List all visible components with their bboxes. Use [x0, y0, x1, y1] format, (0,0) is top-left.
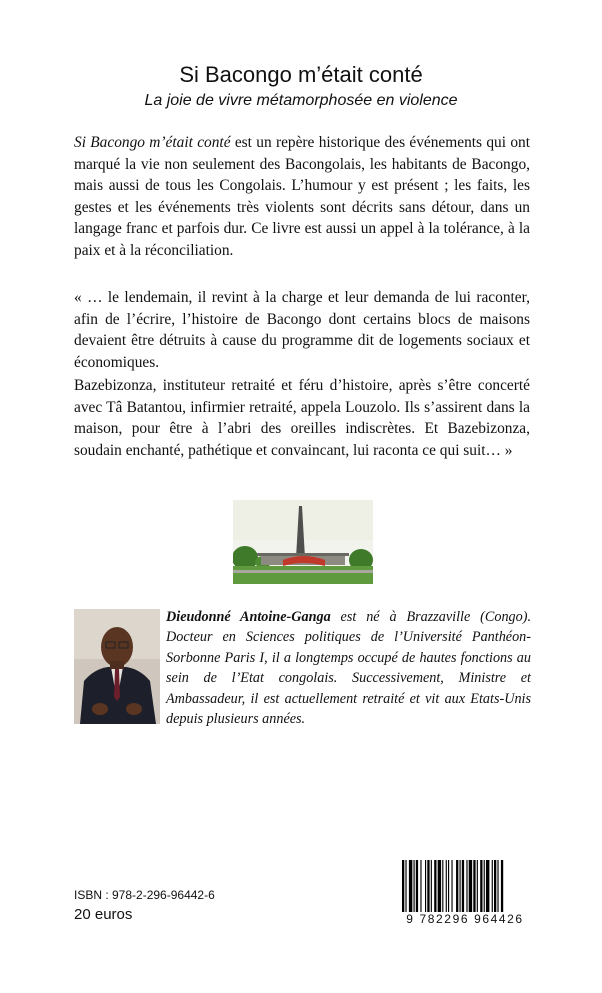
barcode-bar — [494, 860, 496, 912]
blurb-paragraph-1 — [74, 132, 530, 261]
barcode-bar — [497, 860, 498, 912]
barcode-bar — [492, 860, 493, 912]
barcode-bar — [446, 860, 447, 912]
barcode-bar — [480, 860, 482, 912]
blurb-paragraph-1-text: est un repère historique des événements qui ont marqué la vie non seulement des Bacongolais, les habitants de Bacongo, mais aussi de tous les Congolais. L’humour y est présent ; les faits, les gestes et les événements très violents sont décrits sans détour, dans un langage franc et parfois dur. Ce livre est aussi un appel à la tolérance, à la paix et à la réconciliation. — [74, 134, 530, 259]
barcode-bar — [451, 860, 452, 912]
blurb-lead-title: Si Bacongo m’était conté — [74, 134, 231, 151]
barcode-bar — [456, 860, 458, 912]
barcode-bar — [402, 860, 404, 920]
barcode-digits: 9 782296 964426 — [398, 912, 532, 926]
author-bio-text: est né à Brazzaville (Congo). Docteur en Sciences politiques de l’Université Panthéon-Sorbonne Paris I, il a longtemps occupé de hautes fonctions au sein de l’Etat congolais. Successivement, Ministre et Ambassadeur, il est actuellement retraité et vit aux Etats-Unis depuis plusieurs années. — [166, 609, 532, 728]
barcode-bar — [501, 860, 503, 920]
barcode-bar — [431, 860, 432, 912]
author-name: Dieudonné Antoine-Ganga — [166, 609, 331, 625]
barcode-bar — [420, 860, 421, 912]
book-title: Si Bacongo m’était conté — [179, 62, 423, 87]
barcode-bar — [486, 860, 489, 912]
barcode-bar — [484, 860, 485, 912]
barcode-bar — [416, 860, 418, 912]
barcode-bar — [469, 860, 472, 912]
monument-photo — [233, 500, 373, 584]
blurb-paragraph-3: Bazebizonza, instituteur retraité et féru d’histoire, après s’être concerté avec Tâ Batantou, infirmier retraité, appela Louzolo. Ils s’assirent dans la maison, pour être à l’abri des oreilles indiscrètes. Et Bazebizonza, soudain enchanté, pathétique et convaincant, lui raconta ce qui suit… » — [74, 377, 530, 459]
price: 20 euros — [74, 906, 133, 923]
barcode-bar — [477, 860, 478, 912]
barcode-bar — [460, 860, 461, 912]
barcode-bar — [442, 860, 443, 912]
barcode-bar — [448, 860, 449, 912]
barcode-bar — [466, 860, 467, 912]
barcode-bar — [438, 860, 441, 912]
author-bio — [166, 607, 531, 729]
book-subtitle: La joie de vivre métamorphosée en violence — [144, 92, 458, 109]
blurb-paragraph-2: « … le lendemain, il revint à la charge et leur demanda de lui raconter, afin de l’écrire, l’histoire de Bacongo dont certains blocs de maisons devaient être détruits à cause du programme dit de logements sociaux et économiques. — [74, 289, 530, 371]
barcode-bar — [462, 860, 464, 912]
barcode-bar — [409, 860, 412, 912]
barcode-bar — [405, 860, 406, 920]
author-portrait — [74, 609, 160, 724]
barcode-bar — [434, 860, 436, 912]
barcode-bar — [427, 860, 429, 912]
barcode-bar — [414, 860, 415, 912]
barcode-bar — [473, 860, 475, 912]
barcode — [398, 860, 532, 940]
barcode-bar — [425, 860, 426, 912]
isbn: ISBN : 978-2-296-96442-6 — [74, 888, 215, 902]
